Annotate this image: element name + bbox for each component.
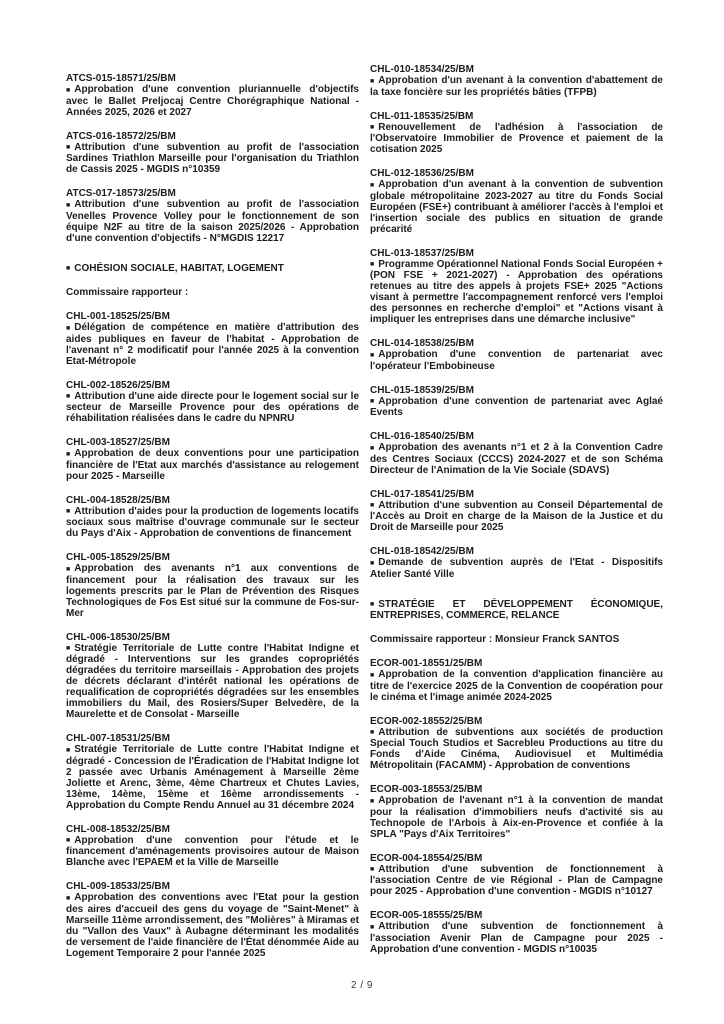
bullet-icon: ■ — [370, 351, 375, 359]
deliberation-item — [370, 658, 663, 703]
deliberation-code: CHL-013-18537/25/BM — [370, 247, 474, 259]
deliberation-text-content: Attribution d'une subvention au profit de l'association Sardines Triathlon Marseille pour l'organisation du Triathlon de Cassis 2025 - MGDIS n°10359 — [66, 141, 359, 175]
deliberation-text — [66, 142, 359, 176]
deliberation-code: CHL-011-18535/25/BM — [370, 110, 474, 122]
deliberation-item — [66, 733, 359, 811]
left-column — [66, 64, 359, 972]
bullet-icon: ■ — [66, 144, 71, 151]
deliberation-item — [66, 881, 359, 959]
deliberation-text-content: Renouvellement de l'adhésion à l'association de l'Observatoire Immobilier de Provence et paiement de la cotisation 2025 — [370, 121, 663, 155]
deliberation-text — [66, 643, 359, 721]
deliberation-text-content: Approbation d'une convention de partenariat avec l'opérateur l'Embobineuse — [370, 349, 663, 372]
section-heading-text: STRATÉGIE ET DÉVELOPPEMENT ÉCONOMIQUE, ENTREPRISES, COMMERCE, RELANCE — [370, 598, 663, 621]
deliberation-text-content: Attribution de subventions aux sociétés de production Special Touch Studios et Sacrebleu Productions au titre du Fonds d'Aide Cinéma, Audiovisuel et Multimédia Métropolitain (FACAMM) - Approbation de conventions — [370, 726, 663, 771]
deliberation-code: ATCS-016-18572/25/BM — [66, 130, 176, 142]
bullet-icon: ■ — [370, 601, 375, 608]
bullet-icon: ■ — [66, 508, 71, 515]
deliberation-item — [370, 111, 663, 156]
deliberation-text — [370, 259, 663, 326]
deliberation-code: ATCS-017-18573/25/BM — [66, 188, 176, 199]
section-heading — [370, 599, 663, 622]
deliberation-text — [370, 557, 663, 580]
deliberation-code: CHL-017-18541/25/BM — [370, 488, 474, 500]
bullet-icon: ■ — [66, 565, 71, 573]
deliberation-item — [370, 489, 663, 534]
deliberation-text-content: Délégation de compétence en matière d'attribution des aides publiques en faveur de l'habitat - Approbation de l'avenant n° 2 modificatif pour l'année 2025 à la convention Etat-Métropole — [66, 322, 359, 367]
deliberation-text — [66, 84, 359, 118]
deliberation-item — [370, 338, 663, 372]
deliberation-text — [66, 835, 359, 869]
bullet-icon: ■ — [370, 444, 375, 452]
bullet-icon: ■ — [66, 265, 71, 272]
bullet-icon: ■ — [370, 671, 375, 679]
deliberation-text — [66, 506, 359, 540]
bullet-icon: ■ — [66, 393, 71, 400]
bullet-icon: ■ — [370, 729, 375, 736]
deliberation-text — [370, 179, 663, 235]
deliberation-text — [66, 892, 359, 959]
deliberation-item — [66, 311, 359, 367]
deliberation-text — [370, 921, 663, 955]
deliberation-text — [370, 864, 663, 898]
deliberation-item — [370, 546, 663, 580]
deliberation-text-content: Programme Opérationnel National Fonds Social Européen + (PON FSE + 2021-2027) - Approbation des opérations retenues au titre des appels à projets FSE+ 2025 "Actions visant à permettre l'accompagnement renforcé vers l'emploi des personnes en recherche d'emploi" et "Actions visant à impliquer les entreprises dans une démarche inclusive" — [370, 258, 664, 325]
deliberation-code: CHL-014-18538/25/BM — [370, 338, 474, 349]
deliberation-item — [66, 131, 359, 176]
deliberation-item — [370, 64, 663, 98]
section-heading-text: COHÉSION SOCIALE, HABITAT, LOGEMENT — [74, 262, 284, 274]
deliberation-code: CHL-007-18531/25/BM — [66, 733, 170, 744]
deliberation-code: ATCS-015-18571/25/BM — [66, 73, 176, 84]
deliberation-code: ECOR-003-18553/25/BM — [370, 784, 483, 795]
bullet-icon: ■ — [370, 398, 375, 405]
deliberation-item — [66, 552, 359, 619]
deliberation-code: CHL-002-18526/25/BM — [66, 379, 170, 391]
deliberation-text — [370, 396, 663, 419]
deliberation-text — [370, 122, 663, 156]
deliberation-item — [370, 910, 663, 955]
bullet-icon: ■ — [370, 181, 375, 189]
deliberation-item — [370, 168, 663, 235]
deliberation-text — [66, 744, 359, 811]
bullet-icon: ■ — [66, 894, 71, 902]
deliberation-text — [370, 795, 663, 840]
deliberation-code: CHL-010-18534/25/BM — [370, 64, 474, 75]
deliberation-text-content: Approbation de la convention d'application financière au titre de l'exercice 2025 de la Convention de coopération pour le cinéma et l'image animée 2024-2025 — [370, 669, 663, 703]
bullet-icon: ■ — [370, 559, 375, 567]
deliberation-code: CHL-012-18536/25/BM — [370, 168, 474, 179]
rapporteur-line: Commissaire rapporteur : Monsieur Franck SANTOS — [370, 634, 620, 645]
bullet-icon: ■ — [66, 201, 71, 209]
deliberation-item — [66, 380, 359, 425]
deliberation-code: CHL-018-18542/25/BM — [370, 546, 474, 557]
bullet-icon: ■ — [370, 124, 375, 131]
bullet-icon: ■ — [370, 797, 375, 805]
deliberation-item — [370, 784, 663, 840]
bullet-icon: ■ — [370, 502, 375, 509]
deliberation-text-content: Approbation de l'avenant n°1 à la convention de mandat pour la réalisation d'immobiliers neufs d'activité sis au Technopole de l'Arbois à Aix-en-Provence et confiée à la SPLA "Pays d'Aix Territoires" — [370, 795, 663, 840]
deliberation-code: ECOR-001-18551/25/BM — [370, 658, 483, 669]
deliberation-text-content: Approbation des avenants n°1 aux conventions de financement pour la réalisation des travaux sur les logements prescrits par le Plan de Prévention des Risques Technologiques de Fos Est situé sur la commune de Fos-sur-Mer — [66, 563, 359, 619]
deliberation-code: CHL-001-18525/25/BM — [66, 311, 170, 322]
deliberation-text-content: Demande de subvention auprès de l'Etat - Dispositifs Atelier Santé Ville — [370, 557, 663, 580]
section-heading — [66, 263, 359, 275]
deliberation-code: ECOR-005-18555/25/BM — [370, 910, 483, 921]
deliberation-text-content: Attribution d'une subvention au profit de l'association Venelles Provence Volley pour le fonctionnement de son équipe N2F au titre de la saison 2025/2026 - Approbation d'une convention d'objectifs - N°MGDIS 12217 — [66, 199, 359, 244]
deliberation-text-content: Attribution d'une aide directe pour le logement social sur le secteur de Marseille Provence pour des opérations de réhabilitation réalisées dans le cadre du NPNRU — [66, 390, 359, 424]
deliberation-code: CHL-004-18528/25/BM — [66, 494, 170, 506]
deliberation-code: CHL-016-18540/25/BM — [370, 431, 474, 442]
deliberation-text-content: Attribution d'une subvention de fonctionnement à l'association Centre de vie Régional - Plan de Campagne pour 2025 - Approbation d'une convention - MGDIS n°10127 — [370, 863, 663, 897]
bullet-icon: ■ — [66, 746, 71, 754]
deliberation-item — [66, 188, 359, 244]
deliberation-text-content: Stratégie Territoriale de Lutte contre l'Habitat Indigne et dégradé - Interventions sur les grandes copropriétés dégradées du territoire marseillais - Approbation des projets de décrets déclarant d'intérêt national les opérations de requalification de copropriétés dégradées sur les ensembles immobiliers du Mail, des Rosiers/Super Belvedère, de la Maurelette et de Consolat - Marseille — [66, 642, 359, 720]
deliberation-code: CHL-005-18529/25/BM — [66, 552, 170, 563]
deliberation-text — [66, 448, 359, 482]
deliberation-text — [66, 199, 359, 244]
bullet-icon: ■ — [370, 866, 375, 873]
deliberation-text — [370, 669, 663, 703]
deliberation-text — [370, 75, 663, 98]
deliberation-text — [66, 563, 359, 619]
bullet-icon: ■ — [370, 923, 375, 931]
deliberation-text — [66, 322, 359, 367]
rapporteur-line: Commissaire rapporteur : — [66, 287, 189, 298]
deliberation-code: CHL-003-18527/25/BM — [66, 437, 170, 448]
page-number: 2 / 9 — [351, 980, 373, 991]
deliberation-text-content: Approbation d'une convention pluriannuelle d'objectifs avec le Ballet Preljocaj Centre Chorégraphique National - Années 2025, 2026 et 2027 — [66, 84, 359, 118]
deliberation-item — [370, 853, 663, 898]
bullet-icon: ■ — [66, 450, 71, 458]
deliberation-text-content: Approbation des conventions avec l'Etat pour la gestion des aires d'accueil des gens du voyage de "Saint-Menet" à Marseille 11ème arrondissement, des "Molières" à Miramas et du "Vallon des Vaux" à Aubagne déterminant les modalités de versement de l'aide financière de l'État dénommée Aide au Logement Temporaire 2 pour l'année 2025 — [66, 892, 359, 959]
deliberation-text — [370, 500, 663, 534]
bullet-icon: ■ — [66, 645, 71, 652]
deliberation-item — [66, 437, 359, 482]
right-column — [370, 64, 663, 972]
deliberation-code: ECOR-004-18554/25/BM — [370, 852, 483, 864]
deliberation-text — [370, 727, 663, 772]
deliberation-text-content: Attribution d'une subvention de fonctionnement à l'association Avenir Plan de Campagne pour 2025 - Approbation d'une convention - MGDIS n°10035 — [370, 921, 663, 955]
bullet-icon: ■ — [66, 86, 71, 94]
deliberation-text-content: Approbation d'un avenant à la convention de subvention globale métropolitaine 2023-2027 au titre du Fonds Social Européen (FSE+) contribuant à améliorer l'accès à l'emploi et l'insertion sociale des publics en situation de grande précarité — [370, 179, 663, 235]
deliberation-text-content: Approbation d'une convention pour l'étude et le financement d'aménagements provisoires autour de Maison Blanche avec l'EPAEM et la Ville de Marseille — [66, 834, 359, 868]
deliberation-item — [66, 73, 359, 118]
deliberation-text-content: Approbation d'un avenant à la convention d'abattement de la taxe foncière sur les propriétés bâties (TFPB) — [370, 75, 663, 98]
deliberation-code: CHL-009-18533/25/BM — [66, 881, 170, 892]
deliberation-text-content: Approbation de deux conventions pour une participation financière de l'Etat aux marchés d'assistance au relogement pour 2025 - Marseille — [66, 448, 359, 482]
deliberation-code: CHL-015-18539/25/BM — [370, 384, 474, 396]
deliberation-item — [370, 716, 663, 772]
deliberation-text-content: Stratégie Territoriale de Lutte contre l'Habitat Indigne et dégradé - Concession de l'Éradication de l'Habitat Indigne lot 2 passée avec Urbanis Aménagement à Marseille 2ème Joliette et Arenc, 3ème, 4ème Chartreux et Chutes Lavies, 13ème, 14ème, 15ème et 16ème arrondissements - Approbation du Compte Rendu Annuel au 31 décembre 2024 — [66, 744, 359, 811]
deliberation-code: CHL-006-18530/25/BM — [66, 631, 170, 643]
bullet-icon: ■ — [66, 324, 71, 332]
bullet-icon: ■ — [370, 77, 375, 85]
deliberation-item — [370, 248, 663, 326]
deliberation-item — [66, 824, 359, 869]
deliberation-text-content: Attribution d'une subvention au Conseil Départemental de l'Accès au Droit en charge de la Maison de la Justice et du Droit de Marseille pour 2025 — [370, 499, 663, 533]
deliberation-text — [370, 442, 663, 476]
deliberation-item — [66, 632, 359, 721]
deliberation-text-content: Approbation d'une convention de partenariat avec Aglaé Events — [370, 395, 663, 418]
bullet-icon: ■ — [66, 837, 71, 844]
deliberation-code: CHL-008-18532/25/BM — [66, 823, 170, 835]
deliberation-text-content: Attribution d'aides pour la production de logements locatifs sociaux sous maîtrise d'ouvrage communale sur le secteur du Pays d'Aix - Approbation de conventions de financement — [66, 505, 359, 539]
deliberation-item — [370, 385, 663, 419]
deliberation-item — [66, 495, 359, 540]
deliberation-code: ECOR-002-18552/25/BM — [370, 715, 483, 727]
bullet-icon: ■ — [370, 261, 375, 268]
deliberation-text-content: Approbation des avenants n°1 et 2 à la Convention Cadre des Centres Sociaux (CCCS) 2024-2027 et de son Schéma Directeur de l'Animation de la Vie Sociale (SDAVS) — [370, 442, 663, 476]
deliberation-text — [66, 391, 359, 425]
deliberation-item — [370, 431, 663, 476]
deliberation-text — [370, 349, 663, 372]
